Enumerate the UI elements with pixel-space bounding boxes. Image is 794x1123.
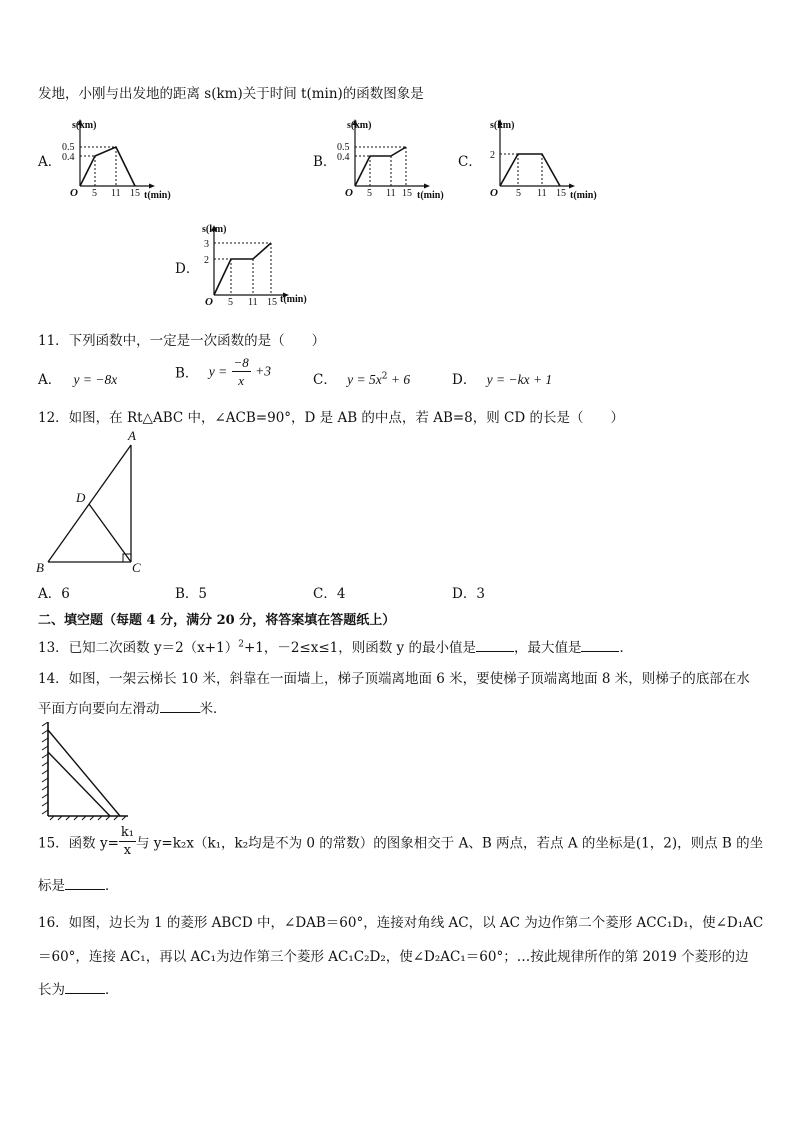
q10-c-xlabel: t(min) [570,190,597,201]
q15-line2-pre: 标是 [38,878,65,894]
q11-b-fraction [232,356,251,387]
q11-c-letter: C． [313,372,337,388]
q13-end: ． [619,640,633,656]
q15-pre: 15．函数 y= [38,835,119,852]
q15-blank[interactable] [65,877,105,890]
q11-b-post: +3 [255,363,271,379]
q13-post: +1，－2≤x≤1，则函数 y 的最小值是 [243,640,476,656]
q10-d-ytick-2: 2 [204,255,209,266]
section-2-heading: 二、填空题（每题 4 分，满分 20 分，将答案填在答题纸上） [38,613,396,628]
q10-option-a-letter: A． [38,154,62,170]
q16-blank[interactable] [65,981,105,994]
q11-a-letter: A． [38,372,62,388]
q10-b-origin: O [345,187,353,199]
q15-fraction [119,826,136,857]
q13-text [38,636,633,656]
q10-b-xtick-15: 15 [402,188,412,199]
q12-option-c: C．4 [313,586,346,602]
q10-a-xlabel: t(min) [144,190,171,201]
q11-stem: 11．下列函数中，一定是一次函数的是（ ） [38,333,326,349]
q10-graph-b [335,116,455,202]
q12-label-c: C [132,560,141,575]
q10-b-ytick-04: 0.4 [337,152,350,163]
q15-denominator: x [123,843,132,858]
q11-b-denominator: x [238,373,245,388]
q10-d-origin: O [205,296,213,308]
q10-a-ytick-05: 0.5 [62,142,75,153]
q14-ladder-figure [36,722,136,822]
q15-line2 [38,874,119,894]
q13-blank-min[interactable] [476,639,514,652]
q10-d-xlabel: t(min) [280,294,307,305]
q16-line2: ＝60°，连接 AC₁，再以 AC₁为边作第三个菱形 AC₁C₂D₂，使∠D₂AC₁＝60°；…按此规律所作的第 2019 个菱形的边 [38,949,749,965]
q11-c-pre: y = 5x [347,372,382,387]
q10-c-xtick-5: 5 [516,188,521,199]
q11-option-d [452,368,552,388]
q16-line3-post: ． [105,982,119,998]
q10-c-xtick-15: 15 [556,188,566,199]
q14-line2 [38,697,227,717]
q11-d-letter: D． [452,372,477,388]
q12-triangle-figure [30,428,160,576]
q10-b-xtick-5: 5 [367,188,372,199]
q15-post: 与 y=k₂x（k₁，k₂均是不为 0 的常数）的图象相交于 A、B 两点，若点 A 的坐标是(1，2)，则点 B 的坐 [136,835,764,852]
q11-option-a [38,368,117,388]
q10-b-xtick-11: 11 [386,188,396,199]
q10-option-d-letter: D． [175,261,200,277]
q10-d-xtick-11: 11 [248,297,258,308]
q12-option-b: B．5 [175,586,208,602]
q10-b-ytick-05: 0.5 [337,142,350,153]
q11-d-expr: y = −kx + 1 [486,372,553,387]
q11-option-b [175,356,271,387]
q14-line2-pre: 平面方向要向左滑动 [38,701,160,717]
q10-a-xtick-11: 11 [111,188,121,199]
q10-c-ytick-2: 2 [490,150,495,161]
q15-numerator: k₁ [120,825,135,840]
q11-option-c [313,368,410,388]
q13-mid: ，最大值是 [513,640,582,656]
q12-option-d: D．3 [452,586,485,602]
q10-a-origin: O [70,187,78,199]
q16-line3 [38,978,119,998]
q10-text: 发地，小刚与出发地的距离 s(km)关于时间 t(min)的函数图象是 [38,86,424,102]
q10-a-xtick-15: 15 [130,188,140,199]
q12-stem: 12．如图，在 Rt△ABC 中，∠ACB=90°，D 是 AB 的中点，若 AB=8，则 CD 的长是（ ） [38,410,624,426]
q10-b-ylabel: s(km) [347,120,372,131]
q10-d-ytick-3: 3 [204,239,209,250]
q10-graph-a [60,116,180,202]
q14-blank[interactable] [160,700,200,713]
q10-graph-c [480,116,604,202]
q10-c-xtick-11: 11 [537,188,547,199]
q11-b-letter: B． [175,365,199,382]
q11-a-expr: y = −8x [73,372,118,387]
q11-b-numerator: −8 [233,355,249,370]
q13-sup: 2 [238,639,244,650]
q12-label-d: D [76,490,86,505]
q10-a-ylabel: s(km) [72,120,97,131]
q13-blank-max[interactable] [581,639,619,652]
q10-d-ylabel: s(km) [202,224,227,235]
q16-line1: 16．如图，边长为 1 的菱形 ABCD 中，∠DAB＝60°，连接对角线 AC，以 AC 为边作第二个菱形 ACC₁D₁，使∠D₁AC [38,915,764,931]
q11-c-sup: 2 [381,371,388,382]
q10-a-ytick-04: 0.4 [62,152,75,163]
q10-c-origin: O [490,187,498,199]
q15-line1 [38,826,763,857]
q12-label-b: B [36,560,44,575]
q10-a-xtick-5: 5 [92,188,97,199]
q10-option-b-letter: B． [313,154,337,170]
q10-graph-d [198,220,322,310]
q10-c-ylabel: s(km) [490,120,515,131]
q10-d-xtick-5: 5 [228,297,233,308]
q10-b-xlabel: t(min) [417,190,444,201]
q10-option-c-letter: C． [458,154,482,170]
q16-line3-pre: 长为 [38,982,65,998]
q10-d-xtick-15: 15 [267,297,277,308]
q15-line2-post: ． [105,878,119,894]
q12-option-a: A．6 [38,586,70,602]
q11-b-pre: y = [208,363,228,379]
q11-c-post: + 6 [387,372,411,387]
q12-label-a: A [128,428,136,443]
q13-pre: 13．已知二次函数 y＝2（x+1） [38,640,239,656]
q14-line1: 14．如图，一架云梯长 10 米，斜靠在一面墙上，梯子顶端离地面 6 米，要使梯子顶端离地面 8 米，则梯子的底部在水 [38,671,750,687]
q14-line2-post: 米． [199,701,227,717]
